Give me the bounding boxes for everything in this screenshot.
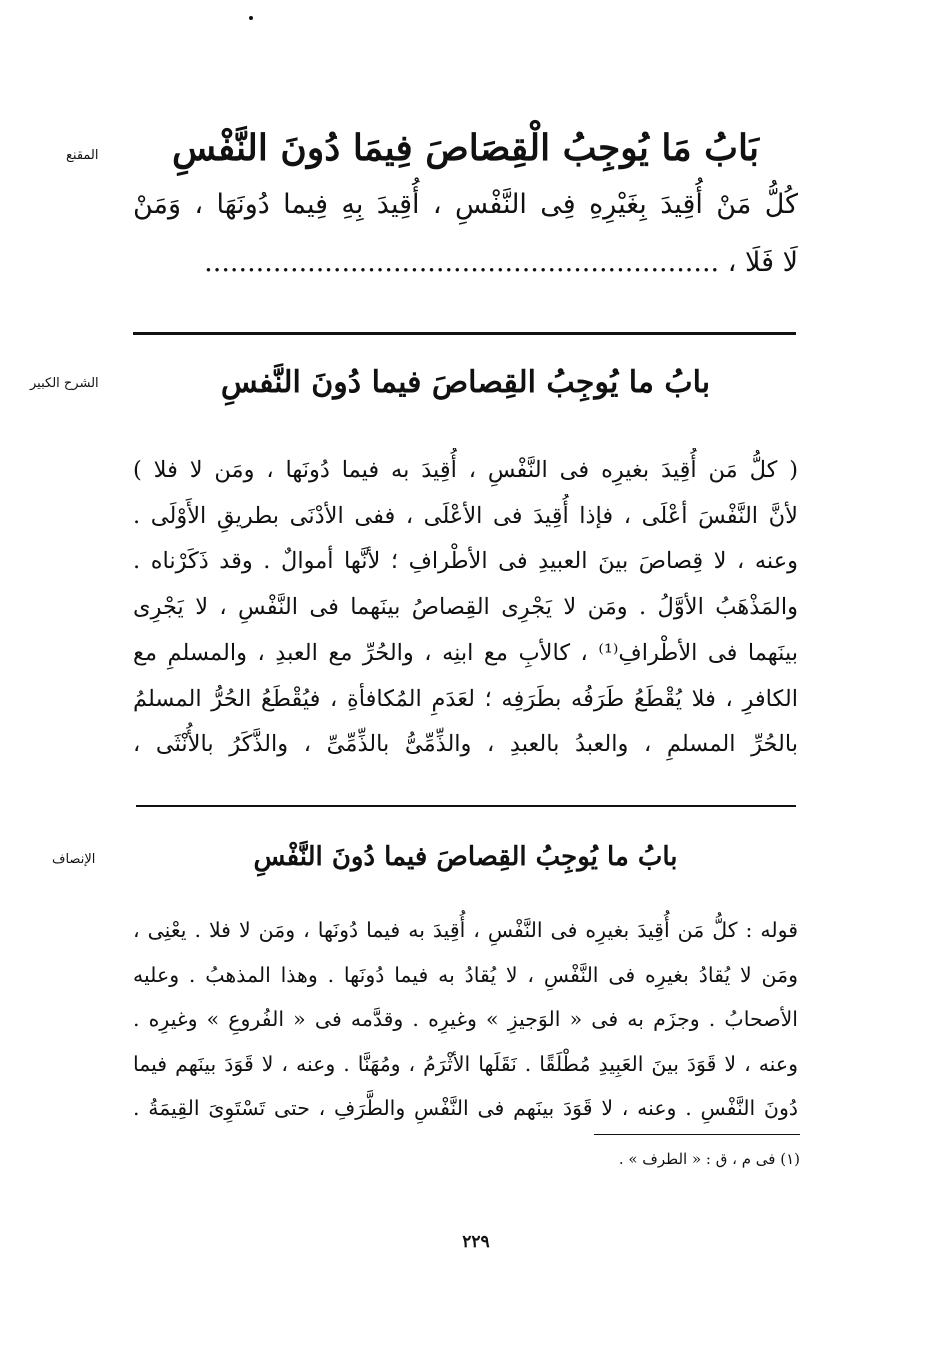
insaf-line: الأصحابُ . وجزَم به فى « الوَجيزِ » وغيرِه . وقدَّمه فى « الفُروعِ » وغيرِه .	[133, 1007, 798, 1032]
insaf-line: قوله : كلُّ مَن أُقِيدَ بغيرِه فى النَّفْسِ ، أُقِيدَ به فيما دُونَها ، ومَن لا فلا . يعْنِى ،	[133, 918, 798, 942]
insaf-title: بابُ ما يُوجِبُ القِصاصَ فيما دُونَ النَّفْسِ	[253, 842, 678, 872]
insaf-section	[133, 834, 798, 1131]
sharh-line: بالحُرِّ المسلمِ ، والعبدُ بالعبدِ ، والذِّمِّىُّ بالذِّمِّىِّ ، والذَّكَرُ بالأُنْثَى ،	[133, 731, 798, 758]
muqni-line: كُلُّ مَنْ أُقِيدَ بِغَيْرِهِ فِى النَّفْسِ ، أُقِيدَ بِهِ فِيما دُونَهَا ، وَمَنْ	[133, 189, 798, 220]
sharh-line: ( كلُّ مَن أُقِيدَ بغيرِه فى النَّفْسِ ، أُقِيدَ به فيما دُونَها ، ومَن لا فلا )	[133, 457, 798, 483]
insaf-line: دُونَ النَّفْسِ . وعنه ، لا قَوَدَ بينَهم فى النَّفْسِ والطَّرَفِ ، حتى تَسْتَوِىَ القِيمَةُ .	[133, 1096, 798, 1121]
muqni-line: لَا فَلَا ، ............................................................	[204, 247, 798, 278]
footnote-rule	[594, 1134, 800, 1135]
margin-label-sharh: الشرح الكبير	[30, 376, 99, 391]
section-divider	[133, 332, 796, 335]
margin-label-muqni: المقنع	[66, 148, 99, 163]
sharh-section	[133, 358, 798, 768]
sharh-line: الكافرِ ، فلا يُقْطَعُ طَرَفُه بطَرَفِه ؛ لعَدَمِ المُكافأةِ ، فيُقْطَعُ الحُرُّ المسلمُ	[133, 685, 798, 712]
stray-dot	[249, 16, 253, 20]
page-number: ٢٢٩	[462, 1232, 490, 1252]
muqni-section	[133, 120, 798, 292]
insaf-line: ومَن لا يُقادُ بغيرِه فى النَّفْسِ ، لا يُقادُ به فيما دُونَها . وهذا المذهبُ . وعليه	[133, 962, 798, 987]
section-divider	[136, 805, 796, 807]
sharh-line: بينَهما فى الأطْرافِ⁽¹⁾ ، كالأبِ مع ابنِه ، والحُرِّ مع العبدِ ، والمسلمِ مع	[133, 639, 798, 666]
sharh-line: لأنَّ النَّفْسَ أعْلَى ، فإذا أُقِيدَ فى الأعْلَى ، ففى الأدْنَى بطريقِ الأَوْلَى .	[133, 502, 798, 529]
sharh-title: بابُ ما يُوجِبُ القِصاصَ فيما دُونَ النَّفسِ	[220, 365, 711, 400]
footnote: (١) فى م ، ق : « الطرف » .	[618, 1150, 800, 1168]
margin-label-insaf: الإنصاف	[52, 852, 96, 867]
insaf-line: وعنه ، لا قَوَدَ بينَ العَبِيدِ مُطْلَقًا . نَقَلَها الأثْرَمُ ، ومُهَنَّا . وعنه ، لا قَوَدَ بينَهم فيما	[133, 1051, 798, 1076]
sharh-line: وعنه ، لا قِصاصَ بينَ العبيدِ فى الأطْرافِ ؛ لأنَّها أموالٌ . وقد ذَكَرْناه .	[133, 548, 798, 575]
muqni-title: بَابُ مَا يُوجِبُ الْقِصَاصَ فِيمَا دُونَ النَّفْسِ	[171, 127, 760, 169]
sharh-line: والمَذْهَبُ الأوَّلُ . ومَن لا يَجْرِى القِصاصُ بينَهما فى النَّفْسِ ، لا يَجْرِى	[133, 594, 798, 621]
